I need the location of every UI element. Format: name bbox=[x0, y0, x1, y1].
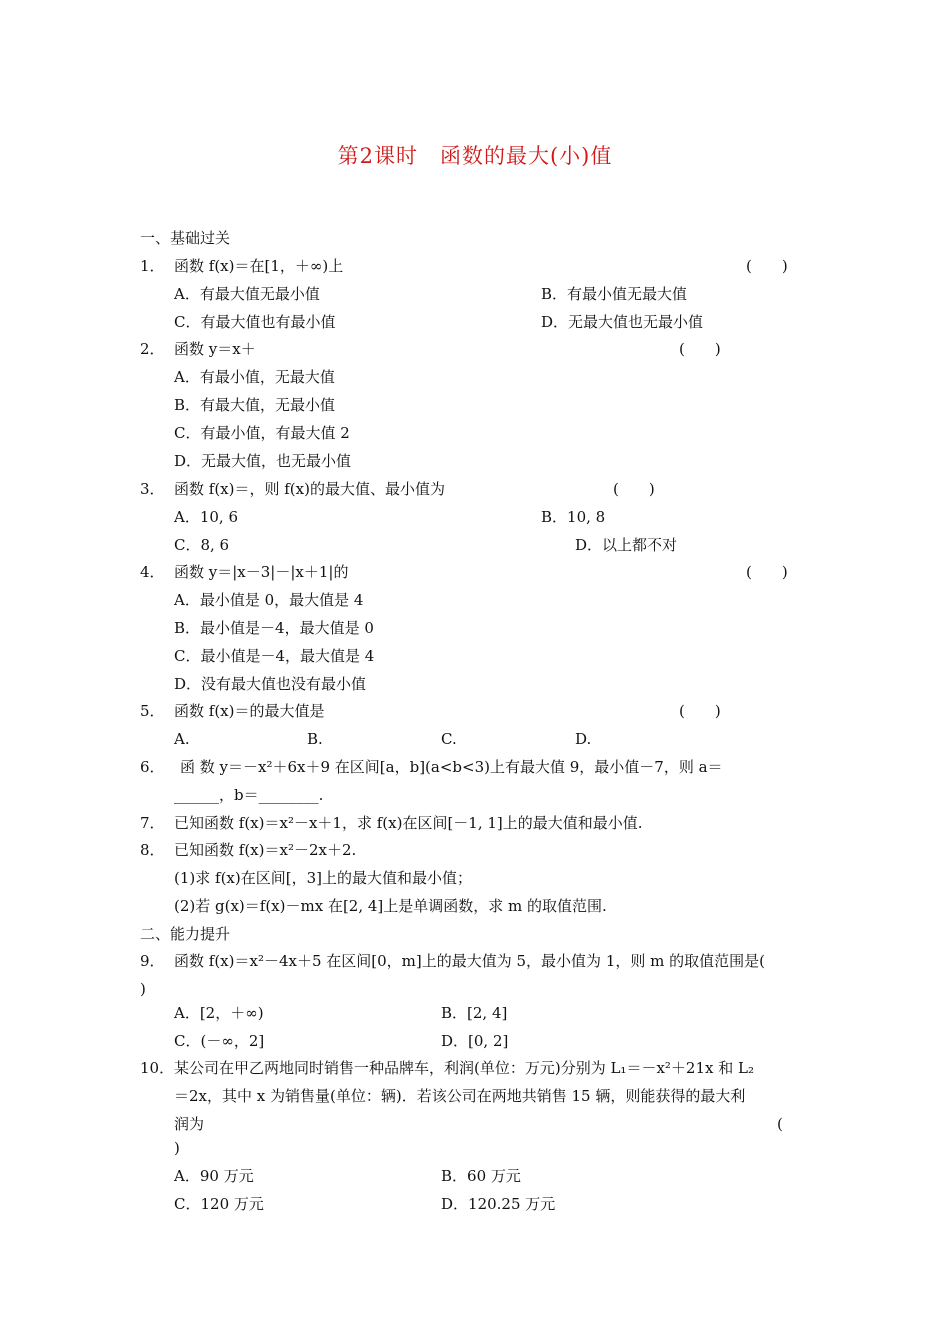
option-d: D．无最大值，也无最小值 bbox=[174, 452, 352, 470]
question-number: 5． bbox=[140, 702, 165, 720]
question-stem-continued: ＝2x，其中 x 为销售量(单位：辆)．若该公司在两地共销售 15 辆，则能获得的最大利 bbox=[174, 1087, 746, 1105]
option-a: A．10, 6 bbox=[174, 508, 238, 526]
question-number: 3． bbox=[140, 480, 165, 498]
option-b: B．10, 8 bbox=[541, 508, 606, 526]
question-stem: 已知函数 f(x)＝x²－2x＋2. bbox=[174, 841, 357, 859]
option-c: C．120 万元 bbox=[174, 1195, 264, 1213]
answer-paren-close: ) bbox=[174, 1139, 180, 1157]
answer-paren: ( ) bbox=[679, 702, 721, 720]
question-part-1: (1)求 f(x)在区间[，3]上的最大值和最小值； bbox=[174, 869, 472, 887]
option-d: D．[0, 2] bbox=[441, 1032, 509, 1050]
option-d: D．没有最大值也没有最小值 bbox=[174, 675, 367, 693]
question-stem: 函数 f(x)＝的最大值是 bbox=[174, 702, 325, 720]
question-stem-continued: 润为 bbox=[174, 1115, 205, 1133]
option-a: A．有最小值，无最大值 bbox=[174, 368, 335, 386]
option-b: B. bbox=[307, 730, 323, 748]
question-number: 10． bbox=[140, 1059, 175, 1077]
option-b: B．60 万元 bbox=[441, 1167, 521, 1185]
question-stem: 已知函数 f(x)＝x²－x＋1，求 f(x)在区间[－1, 1]上的最大值和最小值. bbox=[174, 814, 643, 832]
question-part-2: (2)若 g(x)＝f(x)－mx 在[2, 4]上是单调函数，求 m 的取值范围. bbox=[174, 897, 607, 915]
option-a: A．90 万元 bbox=[174, 1167, 254, 1185]
option-d: D．120.25 万元 bbox=[441, 1195, 556, 1213]
option-d: D．无最大值也无最小值 bbox=[541, 313, 704, 331]
question-stem: 函数 f(x)＝，则 f(x)的最大值、最小值为 bbox=[174, 480, 445, 498]
option-a: A．[2，＋∞) bbox=[174, 1004, 264, 1022]
question-number: 7． bbox=[140, 814, 165, 832]
question-number: 6． bbox=[140, 758, 165, 776]
answer-paren: ( ) bbox=[613, 480, 655, 498]
option-c: C. bbox=[441, 730, 457, 748]
section-heading-advanced: 二、能力提升 bbox=[140, 925, 231, 943]
question-number: 8． bbox=[140, 841, 165, 859]
option-c: C．有最小值，有最大值 2 bbox=[174, 424, 350, 442]
answer-paren: ( ) bbox=[746, 563, 788, 581]
option-c: C．有最大值也有最小值 bbox=[174, 313, 336, 331]
option-c: C．(－∞，2] bbox=[174, 1032, 265, 1050]
question-stem: 函数 f(x)＝x²－4x＋5 在区间[0，m]上的最大值为 5，最小值为 1，则 m 的取值范围是( bbox=[174, 952, 765, 970]
question-stem-continued: ______，b＝________. bbox=[174, 786, 324, 804]
option-d: D. bbox=[575, 730, 592, 748]
question-stem: 函数 y＝|x－3|－|x＋1|的 bbox=[174, 563, 349, 581]
answer-paren-open: ( bbox=[777, 1115, 783, 1133]
option-a: A．最小值是 0，最大值是 4 bbox=[174, 591, 364, 609]
answer-paren-close: ) bbox=[140, 980, 146, 998]
question-stem: 函数 f(x)＝在[1，＋∞)上 bbox=[174, 257, 344, 275]
question-number: 4． bbox=[140, 563, 165, 581]
question-number: 9． bbox=[140, 952, 165, 970]
option-b: B．有最大值，无最小值 bbox=[174, 396, 336, 414]
option-c: C．最小值是－4，最大值是 4 bbox=[174, 647, 375, 665]
page-title: 第2课时 函数的最大(小)值 bbox=[337, 144, 613, 168]
question-number: 1． bbox=[140, 257, 165, 275]
question-number: 2． bbox=[140, 340, 165, 358]
option-b: B．有最小值无最大值 bbox=[541, 285, 688, 303]
section-heading-basic: 一、基础过关 bbox=[140, 229, 231, 247]
option-b: B．[2, 4] bbox=[441, 1004, 508, 1022]
option-b: B．最小值是－4，最大值是 0 bbox=[174, 619, 374, 637]
question-stem: 函数 y＝x＋ bbox=[174, 340, 256, 358]
option-a: A．有最大值无最小值 bbox=[174, 285, 320, 303]
option-c: C．8, 6 bbox=[174, 536, 230, 554]
question-stem: 某公司在甲乙两地同时销售一种品牌车，利润(单位：万元)分别为 L₁＝－x²＋21x 和 L₂ bbox=[174, 1059, 754, 1077]
answer-paren: ( ) bbox=[679, 340, 721, 358]
option-a: A. bbox=[174, 730, 190, 748]
answer-paren: ( ) bbox=[746, 257, 788, 275]
question-stem: 函 数 y＝－x²＋6x＋9 在区间[a，b](a<b<3)上有最大值 9，最小值－7，则 a＝ bbox=[180, 758, 723, 776]
option-d: D．以上都不对 bbox=[575, 536, 678, 554]
